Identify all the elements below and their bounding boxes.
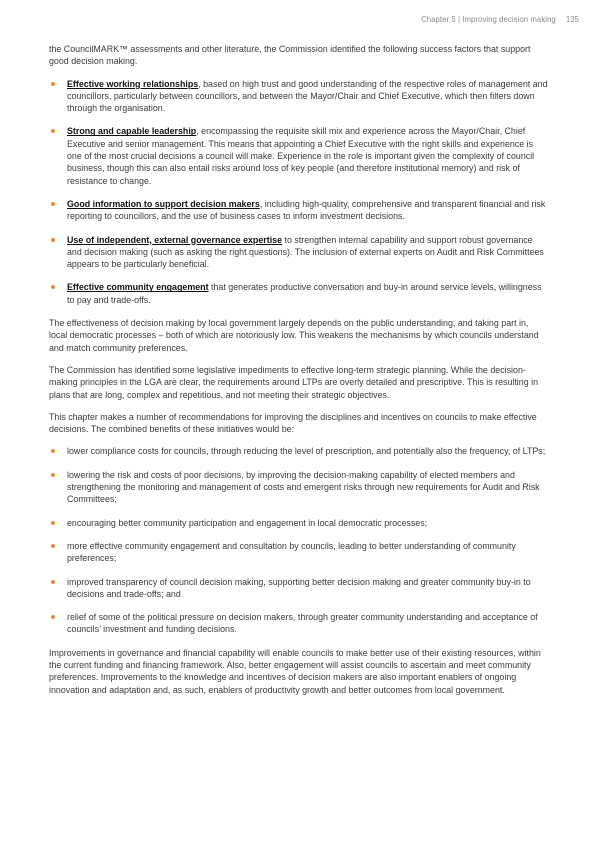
intro-paragraph: the CouncilMARK™ assessments and other literature, the Commission identified the following success factors that support good decision making. [49,44,531,67]
factor-text: , including high-quality, comprehensive and transparent financial and risk reporting to councillors, and the use of business cases to inform investment decisions. [67,198,546,222]
bullet-icon [51,449,55,453]
list-item [49,517,549,529]
factor-heading: Effective working relationships [67,78,199,89]
benefit-text: lower compliance costs for councils, through reducing the level of prescription, and potentially also the frequency, of LTPs; [67,446,546,457]
factor-heading: Good information to support decision makers [67,198,260,209]
chapter-paragraph: This chapter makes a number of recommendations for improving the disciplines and incentives on councils to make effective decisions. The combined benefits of these initiatives would be: [49,411,537,435]
bullet-icon [51,473,55,477]
benefit-text: relief of some of the political pressure on decision makers, through greater community understanding and acceptance of councils’ investment and funding decisions. [67,612,538,635]
list-item [49,445,549,457]
success-factors-list [49,78,549,306]
benefit-text: improved transparency of council decision making, supporting better decision making and greater community buy-in to decisions and trade-offs; and [67,576,531,599]
factor-heading: Strong and capable leadership [67,126,197,137]
list-item [49,78,549,115]
list-item [49,576,549,601]
bullet-icon [51,615,55,619]
bullet-icon [51,580,55,584]
benefit-text: more effective community engagement and consultation by councils, leading to better understanding of community preferences; [67,540,516,564]
bullet-icon [51,238,55,242]
improvements-paragraph: Improvements in governance and financial capability will enable councils to make better use of their existing resources, within the current funding and financing framework. Also, better engagement will assist councils to ascertain and meet community preferences. Improvements to the knowledge and incentives of decision makers are also important enablers of ongoing innovation and adaptation and, as such, enablers of productivity growth and better outcomes from local government. [49,647,541,695]
factor-text: to strengthen internal capability and support robust governance and decision making (such as asking the right questions). The inclusion of external experts on Audit and Risk Committees appears to be particularly beneficial. [67,234,544,270]
page-number: 135 [565,15,579,24]
commission-paragraph: The Commission has identified some legislative impediments to effective long-term strategic planning. While the decision-making principles in the LGA are clear, the requirements around LTPs are overly detailed and prescriptive. This is resulting in plans that are long, complex and repetitious, and not meeting their strategic objectives. [49,364,539,400]
factor-text: that generates productive conversation and buy-in around service levels, willingness to pay and trade-offs. [67,282,542,305]
benefit-text: lowering the risk and costs of poor decisions, by improving the decision-making capability of elected members and strengthening the monitoring and management of costs and emergent risks through new requirements for Audit and Risk Committees; [67,469,540,505]
factor-text: , based on high trust and good understanding of the respective roles of management and councillors, particularly between councillors, and between the Mayor/Chair and Chief Executive, which then filters down through the organisation. [67,78,548,114]
bullet-icon [51,285,55,289]
page-body [49,43,549,706]
list-item [49,469,549,506]
bullet-icon [51,521,55,525]
bullet-icon [51,202,55,206]
bullet-icon [51,544,55,548]
bullet-icon [51,82,55,86]
benefit-text: encouraging better community participation and engagement in local democratic processes; [67,517,428,528]
factor-heading: Effective community engagement [67,282,209,293]
list-item [49,125,549,186]
chapter-title: Chapter 5 | Improving decision making [421,15,556,24]
factor-heading: Use of independent, external governance expertise [67,234,283,245]
list-item [49,234,549,271]
list-item [49,281,549,306]
factor-text: , encompassing the requisite skill mix and experience across the Mayor/Chair, Chief Executive and senior management. This means that appointing a Chief Executive with the right skills and experience is one of the most crucial decisions a council will make. Experience in the role is important given the complexity of council business, though this can also entail risks around loss of key people (and therefore institutional memory) and risk of resistance to change. [67,126,535,186]
page-header [421,15,579,24]
benefits-list [49,445,549,635]
list-item [49,611,549,636]
list-item [49,198,549,223]
list-item [49,540,549,565]
bullet-icon [51,129,55,133]
effectiveness-paragraph: The effectiveness of decision making by local government largely depends on the public understanding, and taking part in, local democratic processes – both of which are notoriously low. This weakens the mechanisms by which councils understand and match community preferences. [49,318,539,353]
